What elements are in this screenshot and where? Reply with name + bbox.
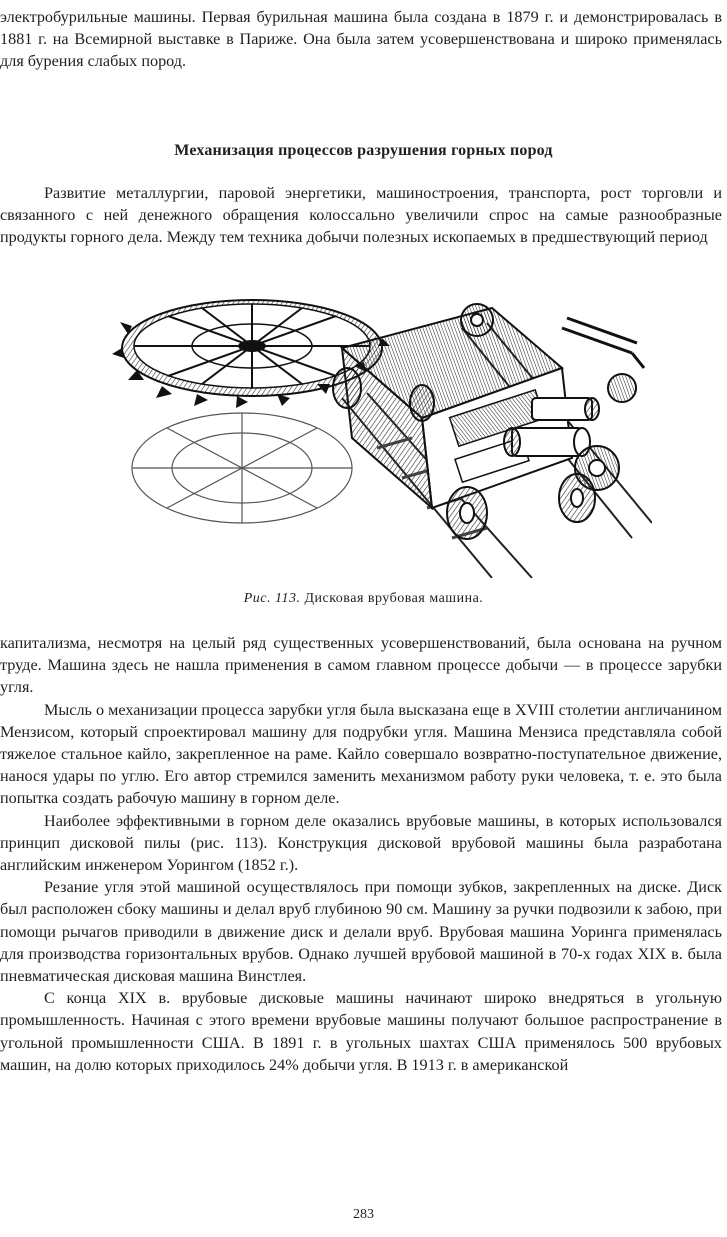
intro-paragraph: Развитие металлургии, паровой энергетики, машиностроения, транспорта, рост торговли и связанного с ней денежного обращения колоссально увеличили спрос на самые разнообразные продукты горного дела. Между тем техника добычи полезных ископаемых в предшествующий период: [0, 184, 722, 247]
paragraph-1: капитализма, несмотря на целый ряд существенных усовершенствований, была основана на ручном труде. Машина здесь не нашла применения в самом главном процессе добычи — в процессе зарубки угля.: [0, 634, 722, 697]
top-text-block: [0, 6, 722, 73]
paragraph-3: Наиболее эффективными в горном деле оказались врубовые машины, в которых использовался принцип дисковой пилы (рис. 113). Конструкция дисковой врубовой машины была разработана английским инженером Уорингом (1852 г.).: [0, 811, 722, 875]
paragraph-continuation: электробурильные машины. Первая бурильная машина была создана в 1879 г. и демонстрировалась в 1881 г. на Всемирной выставке в Париже. Она была затем усовершенствована и широко применялась для бурения слабых пород.: [0, 8, 722, 71]
intro-text-block: [0, 182, 722, 249]
figure-label: Рис. 113.: [243, 591, 301, 606]
page-number: 283: [353, 1207, 374, 1222]
paragraph-4: Резание угля этой машиной осуществлялось при помощи зубков, закрепленных на диске. Диск был расположен сбоку машины и делал вруб глубиною 90 см. Машину за ручки подвозили к забою, при помощи рычагов приводили в движение диск и делали вруб. Врубовая машина Уоринга применялась для производства горизонтальных врубов. Однако лучшей врубовой машиной в 70-х годах XIX в. была пневматическая дисковая машина Винстлея.: [0, 878, 722, 986]
section-heading: Механизация процессов разрушения горных пород: [174, 142, 553, 159]
disc-cutter-machine-illustration: [92, 288, 652, 578]
figure-caption-text: Дисковая врубовая машина.: [304, 591, 484, 606]
figure-disc-cutting-machine: [92, 288, 652, 578]
paragraph-2: Мысль о механизации процесса зарубки угля была высказана еще в XVIII столетии англичанином Мензисом, который спроектировал машину для подрубки угля. Машина Мензиса представляла собой тяжелое стальное кайло, закрепленное на раме. Кайло совершало возвратно-поступательное движение, нанося удары по углю. Его автор стремился заменить механизмом работу руки человека, т. е. это была попытка создать рабочую машину в горном деле.: [0, 700, 722, 808]
paragraph-5: С конца XIX в. врубовые дисковые машины начинают широко внедряться в угольную промышленность. Начиная с этого времени врубовые машины получают большое распространение в угольной промышленности США. В 1891 г. в угольных шахтах США применялось 500 врубовых машин, на долю которых приходилось 24% добычи угля. В 1913 г. в американской: [0, 989, 722, 1074]
figure-caption: [0, 590, 727, 608]
main-text-block: [0, 632, 722, 1076]
